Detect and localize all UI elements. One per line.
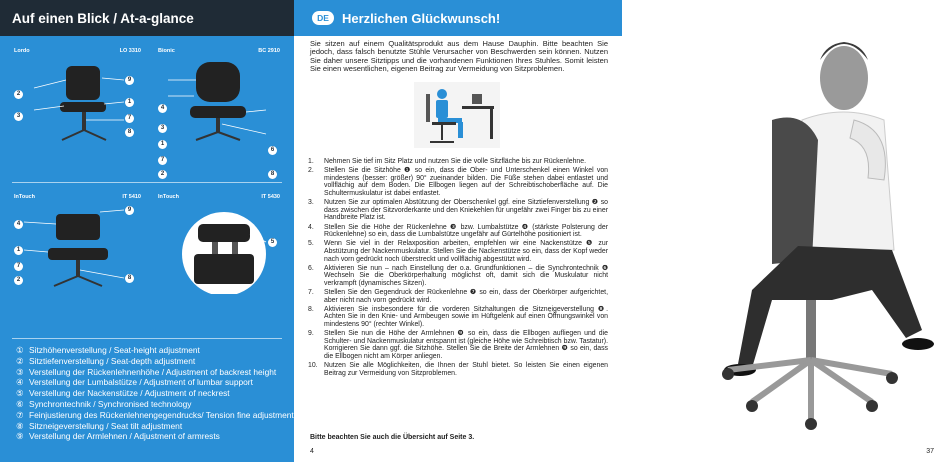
marker-2: 2 (158, 170, 167, 179)
legend-item: ① Sitzhöhenverstellung / Seat-height adjustment (16, 345, 200, 355)
step-item: 6. Aktivieren Sie nun – nach Einstellung der o.a. Grundfunktionen – die Synchrontechnik ❻ Wechseln Sie die Oberkörperhaltung möglichst oft, damit sich die Muskulatur nicht verkrampft (dynamisches Sitzen). (308, 264, 608, 287)
instructions-page (294, 0, 622, 462)
overview-reference-note: Bitte beachten Sie auch die Übersicht auf Seite 3. (310, 434, 475, 441)
marker-1: 1 (14, 246, 23, 255)
language-badge: DE (312, 11, 334, 25)
product-intouch-5430 (158, 194, 298, 294)
overview-panel (0, 0, 294, 462)
product-name: Lordo (14, 48, 30, 54)
step-item: 3. Nutzen Sie zur optimalen Abstützung der Oberschenkel ggf. eine Sitztiefenverstellung ❷ so dass zwischen der Sitzvorderkante und den Kniekehlen für ungefähr zwei Finger bis zu einer Handbreite Platz ist. (308, 199, 608, 222)
marker-2: 2 (14, 276, 23, 285)
marker-7: 7 (158, 156, 167, 165)
instructions-header (294, 0, 622, 36)
marker-8: 8 (268, 170, 277, 179)
step-item: 1. Nehmen Sie tief im Sitz Platz und nutzen Sie die volle Sitzfläche bis zur Rückenlehne. (308, 158, 586, 165)
page-number: 37 (926, 448, 934, 455)
legend-item: ④ Verstellung der Lumbalstütze / Adjustment of lumbar support (16, 377, 253, 388)
step-item: 5. Wenn Sie viel in der Relaxposition arbeiten, empfehlen wir eine Nackenstütze ❺ zur Abstützung der Nackenmuskulatur. Stellen Sie die Nackenstütze so ein, dass der Kopf weder nach vorn gedrückt noch überstreckt und vollflächig abgestützt wird. (308, 240, 608, 263)
marker-3: 3 (14, 112, 23, 121)
marker-9: 9 (125, 206, 134, 215)
product-name: Bionic (158, 48, 175, 54)
step-item: 8. Aktivieren Sie insbesondere für die vorderen Sitzhaltungen die Sitzneigeverstellung ❽. Achten Sie in den Knie- und Armbeugen sowie im Hüftgelenk auf einen Öffnungswinkel von mindestens 90° (rechter Winkel). (308, 305, 608, 329)
man-in-chair-photo (622, 0, 950, 440)
product-code: BC 2910 (258, 48, 280, 54)
legend-item: ⑤ Verstellung der Nackenstütze / Adjustment of neckrest (16, 388, 230, 399)
legend-item: ⑥ Synchrontechnik / Synchronised technology (16, 398, 192, 409)
divider (12, 338, 282, 339)
step-item: 2. Stellen Sie die Sitzhöhe ❶ so ein, dass die Ober- und Unterschenkel einen Winkel von mindestens (besser: größer) 90° zueinander bilden. Die Füße stehen dabei entlastet und vollflächig auf dem Boden. Die Ellbogen liegen auf der Schreibtischoberfläche auf. Die Schultermuskulatur ist dabei entlastet. (308, 167, 608, 197)
divider (12, 182, 282, 183)
intro-paragraph: Sie sitzen auf einem Qualitätsprodukt aus dem Hause Dauphin. Bitte beachten Sie jedoch, dass falsch benutzte Stühle Verursacher von Beschwerden sein können. Nutzen Sie daher unsere Sitztipps und die vorhandenen Funktionen Ihres Stuhles. Somit leisten Sie einen wesentlichen, eigenen Beitrag zur Vermeidung von Sitzproblemen. (310, 39, 608, 74)
chair-intouch-5430-image (158, 204, 288, 294)
overview-title: Auf einen Blick / At-a-glance (12, 10, 194, 26)
overview-header (0, 0, 294, 36)
step-item: 9. Stellen Sie nun die Höhe der Armlehnen ❾ so ein, dass die Ellbogen aufliegen und die Schulter- und Nackenmuskulatur entspannt ist (gleiche Höhe wie Schreibtisch bzw. Tastatur). Korrigieren Sie dann ggf. die Sitzhöhe. Stellen Sie die Breite der Armlehnen ❾ so ein, dass die Ellbogen nicht am Körper anliegen. (308, 330, 608, 360)
marker-2: 2 (14, 90, 23, 99)
marker-3: 3 (158, 124, 167, 133)
product-intouch-5410 (14, 194, 154, 294)
marker-1: 1 (125, 98, 134, 107)
step-item: 10. Nutzen Sie alle Möglichkeiten, die Ihnen der Stuhl bietet. So leisten Sie einen eigenen Beitrag zur Vermeidung von Sitzproblemen. (308, 362, 608, 377)
product-code: IT 5410 (122, 194, 141, 200)
product-lordo (14, 48, 154, 148)
marker-5: 5 (268, 238, 277, 247)
legend-item: ③ Verstellung der Rückenlehnenhöhe / Adjustment of backrest height (16, 366, 277, 377)
marker-4: 4 (14, 220, 23, 229)
adjustment-legend (16, 345, 294, 442)
product-code: IT 5430 (261, 194, 280, 200)
page-number: 4 (310, 448, 314, 455)
legend-item: ② Sitztiefenverstellung / Seat-depth adjustment (16, 355, 196, 366)
product-name: InTouch (158, 194, 179, 200)
legend-item: ⑨ Verstellung der Armlehnen / Adjustment of armrests (16, 431, 220, 442)
marker-4: 4 (158, 104, 167, 113)
ergonomic-posture-illustration (414, 82, 500, 148)
legend-item: ⑦ Feinjustierung des Rückenlehnengegendrucks/ Tension fine adjustment (16, 409, 294, 420)
chair-bionic-image (158, 58, 288, 148)
instructions-title: Herzlichen Glückwunsch! (342, 10, 501, 26)
product-code: LO 3310 (119, 48, 141, 54)
photo-page (622, 0, 950, 462)
marker-8: 8 (125, 274, 134, 283)
marker-1: 1 (158, 140, 167, 149)
product-grid (0, 36, 294, 336)
marker-8: 8 (125, 128, 134, 137)
marker-9: 9 (125, 76, 134, 85)
product-bionic (158, 48, 298, 177)
marker-7: 7 (14, 262, 23, 271)
legend-item: ⑧ Sitzneigeverstellung / Seat tilt adjustment (16, 420, 183, 431)
instruction-steps (308, 158, 608, 379)
step-item: 4. Stellen Sie die Höhe der Rückenlehne ❸ bzw. Lumbalstütze ❹ (stärkste Polsterung der Rückenlehne) so ein, dass die Lumbalstütze ungefähr auf Gürtelhöhe positioniert ist. (308, 223, 608, 239)
step-item: 7. Stellen Sie den Gegendruck der Rückenlehne ❼ so ein, dass der Oberkörper aufgerichtet, aber nicht nach vorn gedrückt wird. (308, 289, 608, 304)
marker-6: 6 (268, 146, 277, 155)
marker-7: 7 (125, 114, 134, 123)
product-name: InTouch (14, 194, 35, 200)
